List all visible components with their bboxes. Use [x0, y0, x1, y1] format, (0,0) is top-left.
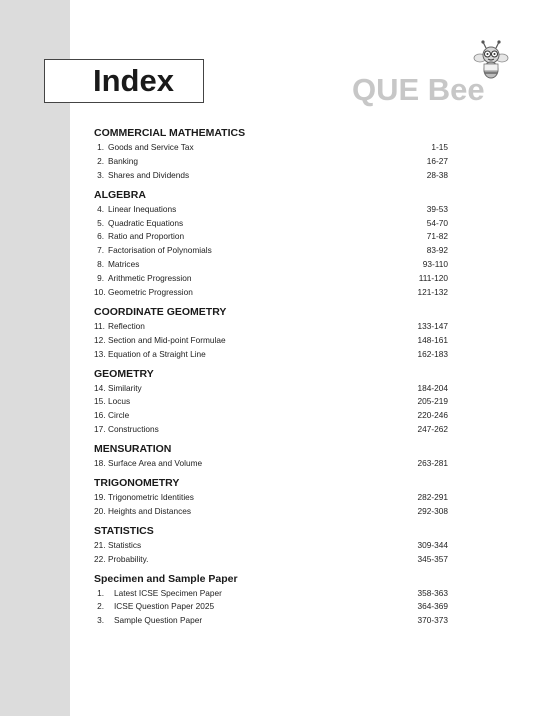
brand-logo-text: QUE Bee	[352, 72, 485, 107]
entry-number: 22.	[94, 553, 106, 564]
entry-number: 2.	[97, 155, 104, 166]
entry-number: 19.	[94, 491, 106, 502]
entry-number: 15.	[94, 396, 106, 407]
entry-pages: 16-27	[426, 155, 448, 166]
index-entry	[94, 599, 448, 613]
entry-label: Statistics	[108, 539, 142, 550]
index-entry	[94, 381, 448, 395]
index-entry	[94, 394, 448, 408]
section-commercial-mathematics	[94, 126, 448, 182]
entry-label: Banking	[108, 155, 138, 166]
index-entry	[94, 538, 448, 552]
entry-pages: 148-161	[417, 334, 448, 345]
entry-pages: 71-82	[426, 231, 448, 242]
entry-pages: 282-291	[417, 491, 448, 502]
entry-number: 18.	[94, 458, 106, 469]
entry-number: 3.	[97, 615, 104, 626]
entry-label: Matrices	[108, 259, 140, 270]
entry-label: Probability.	[108, 553, 149, 564]
entry-number: 5.	[97, 217, 104, 228]
index-entry	[94, 333, 448, 347]
index-entry	[94, 408, 448, 422]
section-title: ALGEBRA	[94, 188, 146, 201]
entry-pages: 345-357	[417, 553, 448, 564]
entry-pages: 83-92	[426, 245, 448, 256]
entry-pages: 162-183	[417, 348, 448, 359]
entry-pages: 205-219	[417, 396, 448, 407]
entry-number: 10.	[94, 286, 106, 297]
entry-label: Heights and Distances	[108, 505, 192, 516]
entry-number: 1.	[97, 587, 104, 598]
entry-label: Factorisation of Polynomials	[108, 245, 212, 256]
index-entry	[94, 271, 448, 285]
entry-pages: 263-281	[417, 458, 448, 469]
section-title: MENSURATION	[94, 443, 172, 456]
entry-number: 14.	[94, 382, 106, 393]
entry-label: Quadratic Equations	[108, 217, 184, 228]
entry-number: 1.	[97, 141, 104, 152]
section-coordinate-geometry	[94, 305, 448, 361]
index-entry	[94, 586, 448, 600]
entry-number: 2.	[97, 601, 104, 612]
index-entry	[94, 257, 448, 271]
entry-number: 9.	[97, 273, 104, 284]
entry-label: Shares and Dividends	[108, 169, 190, 180]
entry-pages: 184-204	[417, 382, 448, 393]
index-entry	[94, 613, 448, 627]
entry-number: 17.	[94, 424, 106, 435]
entry-label: Locus	[108, 396, 131, 407]
index-entry	[94, 140, 448, 154]
index-title-box	[44, 59, 204, 103]
index-entry	[94, 422, 448, 436]
index-entry	[94, 243, 448, 257]
entry-pages: 292-308	[417, 505, 448, 516]
entry-pages: 364-369	[417, 601, 448, 612]
entry-label: Ratio and Proportion	[108, 231, 185, 242]
entry-pages: 358-363	[417, 587, 448, 598]
entry-number: 4.	[97, 203, 104, 214]
entry-pages: 370-373	[417, 615, 448, 626]
index-entry	[94, 347, 448, 361]
entry-number: 21.	[94, 539, 106, 550]
entry-label: Goods and Service Tax	[108, 141, 194, 152]
entry-number: 8.	[97, 259, 104, 270]
entry-pages: 133-147	[417, 320, 448, 331]
entry-number: 20.	[94, 505, 106, 516]
bee-mascot-icon	[473, 40, 509, 80]
index-entry	[94, 216, 448, 230]
entry-pages: 111-120	[418, 273, 448, 284]
entry-number: 6.	[97, 231, 104, 242]
section-title: Specimen and Sample Paper	[94, 572, 238, 585]
index-entry	[94, 456, 448, 470]
section-title: GEOMETRY	[94, 367, 154, 380]
entry-label: Sample Question Paper	[114, 615, 203, 626]
entry-label: Arithmetic Progression	[108, 273, 192, 284]
entry-label: Equation of a Straight Line	[108, 348, 206, 359]
entry-label: Linear Inequations	[108, 203, 177, 214]
entry-number: 7.	[97, 245, 104, 256]
entry-number: 3.	[97, 169, 104, 180]
entry-number: 12.	[94, 334, 106, 345]
section-title: COORDINATE GEOMETRY	[94, 305, 227, 318]
section-title: TRIGONOMETRY	[94, 477, 180, 490]
entry-pages: 121-132	[417, 286, 448, 297]
entry-label: Trigonometric Identities	[108, 491, 194, 502]
section-title: COMMERCIAL MATHEMATICS	[94, 127, 246, 139]
entry-pages: 309-344	[417, 539, 448, 550]
entry-pages: 247-262	[417, 424, 448, 435]
index-entry	[94, 552, 448, 566]
index-entry	[94, 202, 448, 216]
section-geometry	[94, 367, 448, 437]
entry-number: 11.	[94, 320, 105, 331]
index-entry	[94, 504, 448, 518]
entry-number: 13.	[94, 348, 106, 359]
entry-number: 16.	[94, 410, 106, 421]
entry-label: Geometric Progression	[108, 286, 193, 297]
entry-label: Circle	[108, 410, 130, 421]
entry-label: Surface Area and Volume	[108, 458, 203, 469]
entry-label: ICSE Question Paper 2025	[114, 601, 215, 612]
entry-label: Similarity	[108, 382, 142, 393]
section-mensuration	[94, 442, 448, 470]
page-title: Index	[93, 63, 174, 98]
entry-pages: 28-38	[426, 169, 448, 180]
section-algebra	[94, 188, 448, 299]
index-entry	[94, 490, 448, 504]
index-entry	[94, 154, 448, 168]
index-entry	[94, 285, 448, 299]
entry-label: Latest ICSE Specimen Paper	[114, 587, 222, 598]
index-entry	[94, 319, 448, 333]
entry-pages: 39-53	[426, 203, 448, 214]
index-entry	[94, 229, 448, 243]
entry-pages: 54-70	[426, 217, 448, 228]
entry-pages: 1-15	[431, 141, 448, 152]
section-specimen-and-sample-paper	[94, 572, 448, 628]
index-list	[94, 126, 448, 633]
section-trigonometry	[94, 476, 448, 518]
entry-pages: 93-110	[422, 259, 448, 270]
entry-label: Section and Mid-point Formulae	[108, 334, 226, 345]
section-title: STATISTICS	[94, 524, 154, 537]
left-margin-strip	[0, 0, 70, 716]
entry-label: Constructions	[108, 424, 159, 435]
entry-label: Reflection	[108, 320, 145, 331]
index-entry	[94, 168, 448, 182]
section-statistics	[94, 524, 448, 566]
entry-pages: 220-246	[417, 410, 448, 421]
